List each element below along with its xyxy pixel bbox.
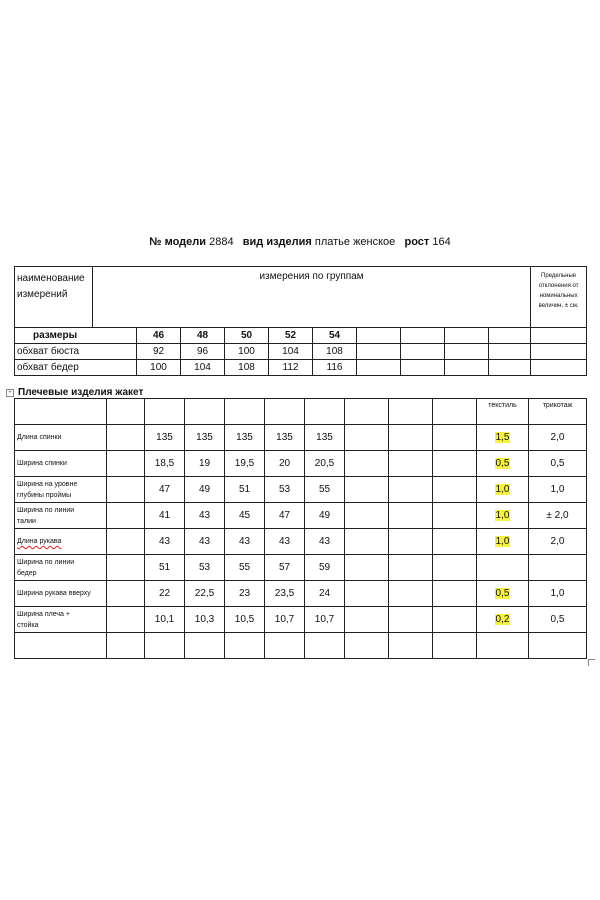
value-cell: 135 xyxy=(145,425,185,451)
model-label: № модели xyxy=(149,236,207,248)
value-cell: 92 xyxy=(137,344,181,360)
knit-tolerance-cell: 0,5 xyxy=(529,607,587,633)
height-value: 164 xyxy=(432,236,451,248)
highlighted-value: 1,5 xyxy=(495,432,510,443)
sizes-row xyxy=(15,328,587,344)
measures-table xyxy=(14,266,587,376)
knit-tolerance-cell: 1,0 xyxy=(529,477,587,503)
value-cell: 96 xyxy=(181,344,225,360)
groups-header: измерения по группам xyxy=(93,267,531,328)
value-cell: 22 xyxy=(145,581,185,607)
size-cell: 54 xyxy=(313,328,357,344)
textile-tolerance-cell xyxy=(477,477,529,503)
row-label xyxy=(15,425,107,451)
row-label-line2: бедер xyxy=(17,569,37,577)
value-cell: 23 xyxy=(225,581,265,607)
value-cell: 116 xyxy=(313,360,357,376)
sizes-label: размеры xyxy=(15,328,137,344)
knit-tolerance-cell: 1,0 xyxy=(529,581,587,607)
value-cell: 55 xyxy=(305,477,345,503)
size-cell: 50 xyxy=(225,328,269,344)
value-cell: 135 xyxy=(185,425,225,451)
row-label-line2: глубины проймы xyxy=(17,491,72,499)
row-label-line1: Ширина рукава вверху xyxy=(17,590,91,597)
value-cell: 18,5 xyxy=(145,451,185,477)
deviation-header-line1: Предельные xyxy=(541,273,577,279)
value-cell: 135 xyxy=(265,425,305,451)
section-title: Плечевые изделия жакет xyxy=(18,387,144,398)
value-cell: 23,5 xyxy=(265,581,305,607)
value-cell: 112 xyxy=(269,360,313,376)
highlighted-value: 1,0 xyxy=(495,484,510,495)
row-label-line1: Ширина на уровне xyxy=(17,480,78,488)
textile-tolerance-cell xyxy=(477,581,529,607)
value-cell: 47 xyxy=(265,503,305,529)
value-cell: 45 xyxy=(225,503,265,529)
size-cell: 46 xyxy=(137,328,181,344)
value-cell: 43 xyxy=(305,529,345,555)
highlighted-value: 1,0 xyxy=(495,536,510,547)
deviation-header xyxy=(531,267,587,328)
jacket-table xyxy=(14,398,587,659)
row-label-line2: стойка xyxy=(17,621,39,629)
table-row xyxy=(15,344,587,360)
value-cell: 49 xyxy=(305,503,345,529)
value-cell: 22,5 xyxy=(185,581,225,607)
value-cell: 104 xyxy=(181,360,225,376)
row-label xyxy=(15,503,107,529)
value-cell: 10,1 xyxy=(145,607,185,633)
row-label-line1: Ширина по линии xyxy=(17,506,75,514)
name-header-line1: наименование xyxy=(17,273,85,284)
knit-tolerance-cell: 2,0 xyxy=(529,425,587,451)
knit-tolerance-cell: 0,5 xyxy=(529,451,587,477)
value-cell: 49 xyxy=(185,477,225,503)
value-cell: 43 xyxy=(185,529,225,555)
table-row xyxy=(15,607,587,633)
table-row xyxy=(15,477,587,503)
row-label xyxy=(15,451,107,477)
row-label: обхват бедер xyxy=(15,360,137,376)
value-cell: 19 xyxy=(185,451,225,477)
highlighted-value: 0,5 xyxy=(495,588,510,599)
table-anchor-icon[interactable]: + xyxy=(6,389,14,397)
deviation-header-line3: номинальных xyxy=(539,293,578,299)
value-cell: 47 xyxy=(145,477,185,503)
value-cell: 55 xyxy=(225,555,265,581)
table-row xyxy=(15,425,587,451)
value-cell: 135 xyxy=(225,425,265,451)
height-label: рост xyxy=(404,236,430,248)
value-cell: 43 xyxy=(265,529,305,555)
textile-tolerance-cell xyxy=(477,451,529,477)
row-label xyxy=(15,581,107,607)
row-label xyxy=(15,607,107,633)
model-value: 2884 xyxy=(209,236,234,248)
value-cell: 135 xyxy=(305,425,345,451)
value-cell: 20,5 xyxy=(305,451,345,477)
value-cell: 43 xyxy=(185,503,225,529)
value-cell: 20 xyxy=(265,451,305,477)
value-cell: 100 xyxy=(225,344,269,360)
item-label: вид изделия xyxy=(242,236,312,248)
knit-tolerance-cell: ± 2,0 xyxy=(529,503,587,529)
row-label-line1: Длина рукава xyxy=(17,538,62,545)
table-row xyxy=(15,529,587,555)
value-cell: 10,3 xyxy=(185,607,225,633)
textile-tolerance-cell xyxy=(477,425,529,451)
row-label xyxy=(15,477,107,503)
row-label xyxy=(15,555,107,581)
size-cell: 48 xyxy=(181,328,225,344)
table-row xyxy=(15,581,587,607)
value-cell: 59 xyxy=(305,555,345,581)
name-header xyxy=(15,267,93,328)
value-cell: 51 xyxy=(145,555,185,581)
value-cell: 43 xyxy=(225,529,265,555)
value-cell: 108 xyxy=(313,344,357,360)
row-label-line1: Ширина спинки xyxy=(17,460,67,467)
highlighted-value: 1,0 xyxy=(495,510,510,521)
deviation-header-line4: величин, ± см. xyxy=(538,303,579,309)
size-cell: 52 xyxy=(269,328,313,344)
value-cell: 100 xyxy=(137,360,181,376)
table-row xyxy=(15,360,587,376)
value-cell: 43 xyxy=(145,529,185,555)
value-cell: 51 xyxy=(225,477,265,503)
highlighted-value: 0,5 xyxy=(495,458,510,469)
knit-tolerance-cell: 2,0 xyxy=(529,529,587,555)
page-corner-mark xyxy=(588,659,595,666)
knit-tolerance-cell xyxy=(529,555,587,581)
value-cell: 53 xyxy=(185,555,225,581)
value-cell: 57 xyxy=(265,555,305,581)
value-cell: 10,7 xyxy=(305,607,345,633)
document-title xyxy=(0,236,600,248)
value-cell: 19,5 xyxy=(225,451,265,477)
row-label xyxy=(15,529,107,555)
textile-tolerance-cell xyxy=(477,555,529,581)
table-row xyxy=(15,451,587,477)
deviation-header-line2: отклонения от xyxy=(538,283,579,289)
value-cell: 53 xyxy=(265,477,305,503)
table-row xyxy=(15,503,587,529)
value-cell: 10,5 xyxy=(225,607,265,633)
row-label-line1: Ширина по линии xyxy=(17,558,75,566)
value-cell: 104 xyxy=(269,344,313,360)
textile-tolerance-cell xyxy=(477,529,529,555)
textile-tolerance-cell xyxy=(477,607,529,633)
textile-header: текстиль xyxy=(477,399,529,425)
value-cell: 41 xyxy=(145,503,185,529)
item-value: платье женское xyxy=(314,236,396,248)
value-cell: 108 xyxy=(225,360,269,376)
knit-header: трикотаж xyxy=(529,399,587,425)
highlighted-value: 0,2 xyxy=(495,614,510,625)
row-label-line1: Длина спинки xyxy=(17,434,62,441)
textile-tolerance-cell xyxy=(477,503,529,529)
value-cell: 10,7 xyxy=(265,607,305,633)
row-label-line2: талии xyxy=(17,517,36,525)
value-cell: 24 xyxy=(305,581,345,607)
table-row xyxy=(15,555,587,581)
row-label-line1: Ширина плеча + xyxy=(17,610,70,618)
name-header-line2: измерений xyxy=(17,289,68,300)
row-label: обхват бюста xyxy=(15,344,137,360)
